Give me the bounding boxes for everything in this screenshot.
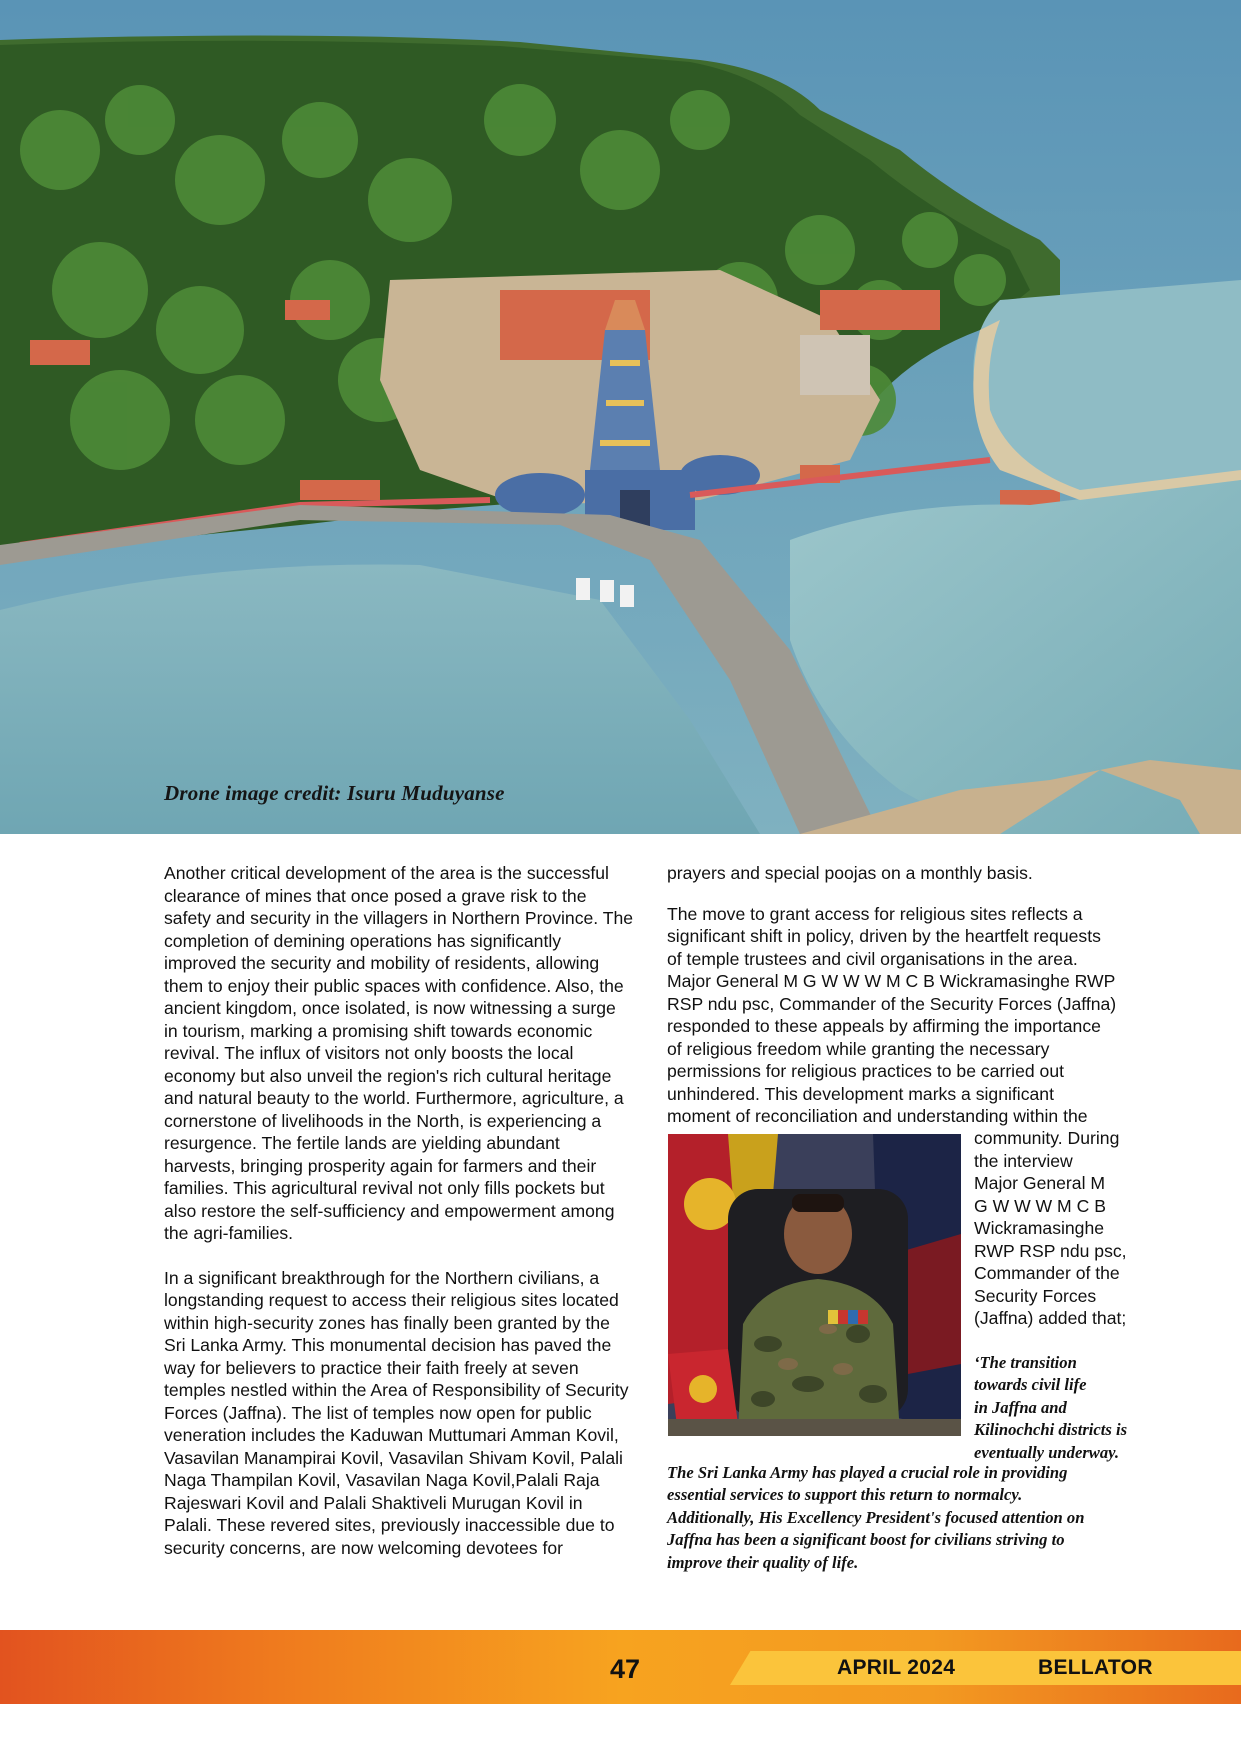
wrap-line: Major General M: [974, 1173, 1106, 1193]
commander-portrait: [668, 1134, 961, 1436]
right-line: Major General M G W W W M C B Wickramasinghe RWP: [667, 971, 1116, 991]
quote-line: Kilinochchi districts is: [974, 1420, 1128, 1440]
paragraph-religious-access: In a significant breakthrough for the Northern civilians, a longstanding request to access their religious sites located within high-security zones has finally been granted by the Sri Lanka Army. This monumental decision has paved the way for believers to practice their faith freely at seven temples nestled within the Area of Responsibility of Security Forces (Jaffna). The list of temples now open for public veneration includes the Kaduwan Muttumari Amman Kovil, Vasavilan Manampirai Kovil, Vasavilan Shivam Kovil, Palali Naga Thampilan Kovil, Vasavilan Naga Kovil,Palali Raja Rajeswari Kovil and Palali Shaktiveli Murugan Kovil in Palali. These revered sites, previously inaccessible due to security concerns, are now welcoming devotees for: [164, 1267, 629, 1558]
right-line: unhindered. This development marks a significant: [667, 1083, 1054, 1104]
page-number: 47: [610, 1654, 641, 1684]
quote-line: in Jaffna and: [974, 1397, 1067, 1417]
quote-line: The Sri Lanka Army has played a crucial role in providing: [667, 1463, 1068, 1482]
right-line-spacer: [667, 885, 1149, 903]
right-line: moment of reconciliation and understanding within the: [667, 1106, 1088, 1126]
wrap-line: Security Forces: [974, 1285, 1097, 1306]
right-line: responded to these appeals by affirming the importance: [667, 1016, 1101, 1036]
hero-photo: [0, 0, 1241, 834]
wrap-text: [974, 1127, 1154, 1330]
pull-quote-continued: [667, 1462, 1153, 1574]
wrap-line: community. During: [974, 1128, 1120, 1148]
wrap-line: (Jaffna) added that;: [974, 1308, 1127, 1328]
quote-line: essential services to support this return to normalcy.: [667, 1485, 1023, 1505]
quote-line: Jaffna has been a significant boost for civilians striving to: [667, 1530, 1065, 1550]
quote-line: eventually underway.: [974, 1442, 1120, 1462]
article-left-column: [164, 862, 634, 1559]
aerial-temple-image: [0, 0, 1241, 834]
right-line: of temple trustees and civil organisations in the area.: [667, 948, 1078, 969]
wrap-line: Wickramasinghe: [974, 1218, 1105, 1238]
wrap-line: Commander of the: [974, 1263, 1120, 1283]
quote-line: ‘The transition: [974, 1353, 1077, 1372]
right-line: RSP ndu psc, Commander of the Security Forces (Jaffna): [667, 993, 1117, 1014]
quote-line: towards civil life: [974, 1375, 1087, 1395]
article-right-column: [667, 862, 1149, 1128]
quote-line: Additionally, His Excellency President's focused attention on: [667, 1507, 1085, 1527]
paragraph-demining: Another critical development of the area is the successful clearance of mines that once posed a grave risk to the safety and security in the villagers in Northern Province. The completion of demining operations has significantly improved the security and mobility of residents, allowing them to enjoy their public spaces with confidence. Also, the ancient kingdom, once isolated, is now witnessing a surge in tourism, marking a promising shift towards economic revival. The influx of visitors not only boosts the local economy but also unveil the region's rich cultural heritage and natural beauty to the world. Furthermore, agriculture, a cornerstone of livelihoods in the North, is experiencing a resurgence. The fertile lands are yielding abundant harvests, bringing prosperity again for farmers and their families. This agricultural revival not only fills pockets but also restore the self-sufficiency and empowerment among the agri-families.: [164, 863, 634, 1243]
issue-date: APRIL 2024: [837, 1656, 956, 1679]
magazine-name: BELLATOR: [1038, 1656, 1153, 1679]
quote-line: improve their quality of life.: [667, 1552, 859, 1572]
right-line: significant shift in policy, driven by the heartfelt requests: [667, 926, 1101, 946]
wrap-line: the interview: [974, 1150, 1073, 1171]
right-line: prayers and special poojas on a monthly basis.: [667, 863, 1033, 883]
photo-credit: Drone image credit: Isuru Muduyanse: [164, 781, 505, 805]
footer-tab: [730, 1651, 1241, 1685]
pull-quote-start: [974, 1352, 1154, 1464]
right-line: permissions for religious practices to be carried out: [667, 1061, 1065, 1081]
right-line: of religious freedom while granting the necessary: [667, 1038, 1050, 1059]
right-line: The move to grant access for religious sites reflects a: [667, 903, 1083, 924]
wrap-line: RWP RSP ndu psc,: [974, 1240, 1127, 1261]
wrap-line: G W W W M C B: [974, 1195, 1106, 1216]
portrait-image: [668, 1134, 961, 1436]
